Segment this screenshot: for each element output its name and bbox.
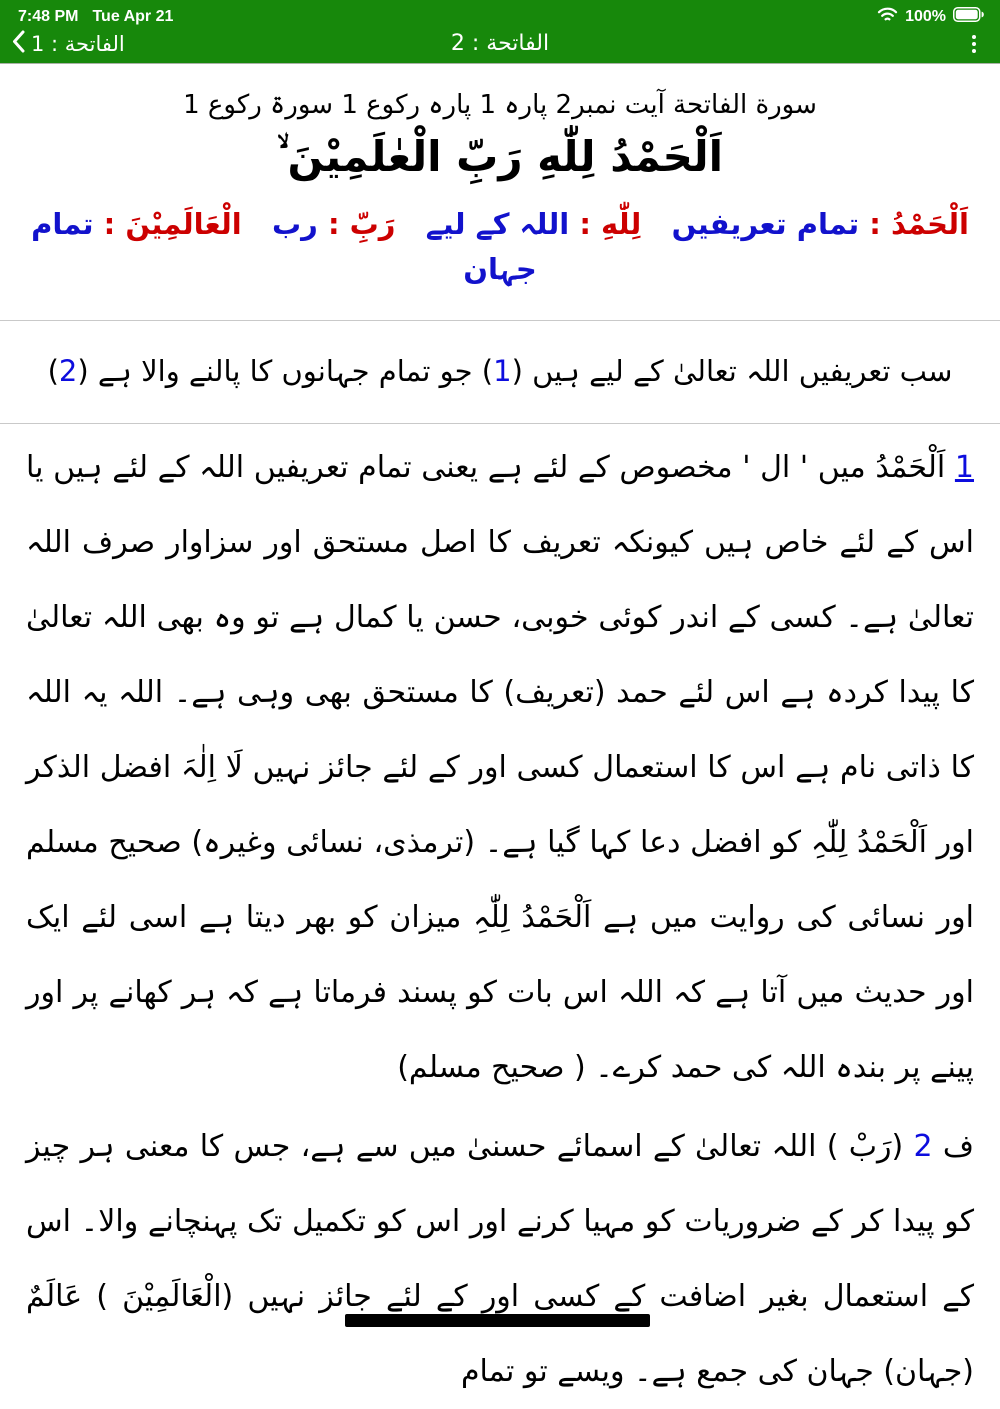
footnote-2: ف 2 (رَبْ ) اللہ تعالیٰ کے اسمائے حسنیٰ میں سے ہے، جس کا معنی ہر چیز کو پیدا کر کے ضروریات کو مہیا کرنے اور اس کو تکمیل تک پہنچانے والا۔ اس کے استعمال بغیر اضافت کے کسی اور کے لئے جائز نہیں (الْعَالَمِيْنَ ) عَالَمٌ (جہان) جہان کی جمع ہے۔ ویسے تو تمام [26,1129,974,1390]
nav-bar [0,30,1000,64]
heavy-underline-bar [345,1314,650,1327]
page-title: الفاتحة : 2 [450,31,550,56]
urdu-translation: سب تعریفیں اللہ تعالیٰ کے لیے ہیں (1) جو تمام جہانوں کا پالنے والا ہے (2) [47,353,953,388]
status-time: 7:48 PM [18,8,79,25]
commentary-section [0,424,1000,1409]
word-by-word-translation: اَلْحَمْدُ : تمام تعریفیں لِلّٰهِ : اللہ کے لیے رَبِّ : رب الْعَالَمِيْنَ : تمام جہان [31,207,969,286]
surah-meta-line: سورة الفاتحة آیت نمبر2 پارہ 1 پارہ رکوع 1 سورۃ رکوع 1 [183,90,817,120]
battery-percent: 100% [905,8,946,25]
chevron-left-icon [12,30,25,57]
status-bar [0,0,1000,30]
kebab-menu-icon[interactable] [966,31,982,57]
battery-icon [953,7,984,27]
back-button[interactable] [12,30,125,57]
arabic-verse: اَلْحَمْدُ لِلّٰهِ رَبِّ الْعٰلَمِيْنَ ۙ [276,132,724,181]
footnote-1: 1 اَلْحَمْدُ میں ' ال ' مخصوص کے لئے ہے یعنی تمام تعریفیں اللہ کے لئے ہیں یا اس کے لئے خاص ہیں کیونکہ تعریف کا اصل مستحق اور سزاوار صرف اللہ تعالیٰ ہے۔ کسی کے اندر کوئی خوبی، حسن یا کمال ہے تو وہ بھی اللہ تعالیٰ کا پیدا کردہ ہے اس لئے حمد (تعریف) کا مستحق بھی وہی ہے۔ اللہ یہ اللہ کا ذاتی نام ہے اس کا استعمال کسی اور کے لئے جائز نہیں لَا اِلٰہَ افضل الذکر اور اَلْحَمْدُ لِلّٰہِ کو افضل دعا کہا گیا ہے۔ (ترمذی، نسائی وغیرہ) صحیح مسلم اور نسائی کی روایت میں ہے اَلْحَمْدُ لِلّٰہِ میزان کو بھر دیتا ہے اسی لئے ایک اور حدیث میں آتا ہے کہ اللہ اس بات کو پسند فرماتا ہے کہ ہر کھانے پر اور پینے پر بندہ اللہ کی حمد کرے۔ ( صحیح مسلم) [26,450,974,1086]
back-button-label: الفاتحة : 1 [31,31,125,56]
status-date: Tue Apr 21 [92,8,174,25]
wifi-icon [877,7,898,28]
